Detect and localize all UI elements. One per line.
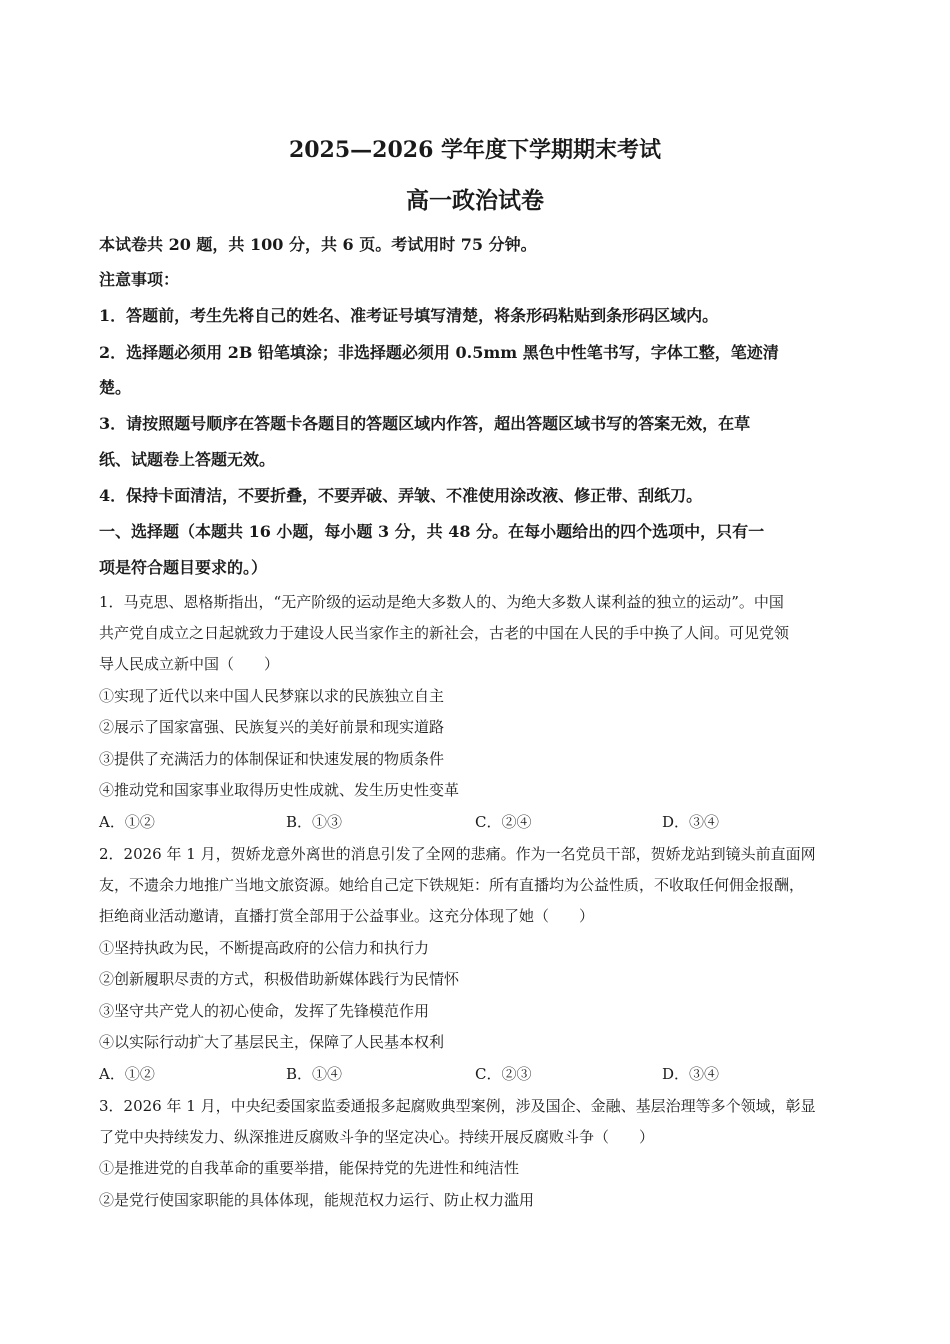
q2-statement: ②创新履职尽责的方式，积极借助新媒体践行为民情怀 (99, 970, 460, 988)
notice-item: 纸、试题卷上答题无效。 (99, 450, 276, 469)
q2-option-a[interactable]: A．①② (99, 1065, 155, 1083)
q1-option-b[interactable]: B．①③ (286, 813, 343, 831)
q2-option-d[interactable]: D．③④ (662, 1065, 720, 1083)
q1-statement: ③提供了充满活力的体制保证和快速发展的物质条件 (99, 750, 445, 768)
q2-stem: 友，不遗余力地推广当地文旅资源。她给自己定下铁规矩：所有直播均为公益性质，不收取任何佣金报酬， (99, 876, 805, 894)
q2-statement: ③坚守共产党人的初心使命，发挥了先锋模范作用 (99, 1002, 430, 1020)
q3-stem: 3．2026 年 1 月，中央纪委国家监委通报多起腐败典型案例，涉及国企、金融、基层治理等多个领域，彰显 (99, 1097, 816, 1115)
notice-item: 1．答题前，考生先将自己的姓名、准考证号填写清楚，将条形码粘贴到条形码区域内。 (99, 306, 719, 325)
q1-statement: ②展示了国家富强、民族复兴的美好前景和现实道路 (99, 718, 445, 736)
q3-statement: ①是推进党的自我革命的重要举措，能保持党的先进性和纯洁性 (99, 1159, 520, 1177)
section-heading: 项是符合题目要求的。） (99, 558, 268, 577)
notice-item: 2．选择题必须用 2B 铅笔填涂；非选择题必须用 0.5mm 黑色中性笔书写，字体工整，笔迹清 (99, 343, 779, 362)
section-heading: 一、选择题（本题共 16 小题，每小题 3 分，共 48 分。在每小题给出的四个选项中，只有一 (99, 522, 765, 541)
q2-option-b[interactable]: B．①④ (286, 1065, 343, 1083)
q2-stem: 2．2026 年 1 月，贺娇龙意外离世的消息引发了全网的悲痛。作为一名党员干部，贺娇龙站到镜头前直面网 (99, 845, 816, 863)
q2-statement: ①坚持执政为民，不断提高政府的公信力和执行力 (99, 939, 430, 957)
q1-statement: ④推动党和国家事业取得历史性成就、发生历史性变革 (99, 781, 460, 799)
notice-item: 3．请按照题号顺序在答题卡各题目的答题区域内作答，超出答题区域书写的答案无效，在草 (99, 414, 751, 433)
q1-stem: 1．马克思、恩格斯指出，“无产阶级的运动是绝大多数人的、为绝大多数人谋利益的独立的运动”。中国 (99, 593, 784, 611)
exam-subtitle: 高一政治试卷 (406, 187, 544, 214)
exam-intro: 本试卷共 20 题，共 100 分，共 6 页。考试用时 75 分钟。 (99, 235, 537, 254)
q1-options (99, 811, 859, 835)
q1-statement: ①实现了近代以来中国人民梦寐以求的民族独立自主 (99, 687, 445, 705)
exam-title: 2025—2026 学年度下学期期末考试 (288, 137, 662, 163)
notice-heading: 注意事项： (99, 270, 180, 289)
q1-stem: 共产党自成立之日起就致力于建设人民当家作主的新社会，古老的中国在人民的手中换了人间。可见党领 (99, 624, 790, 642)
q3-statement: ②是党行使国家职能的具体体现，能规范权力运行、防止权力滥用 (99, 1191, 535, 1209)
q2-statement: ④以实际行动扩大了基层民主，保障了人民基本权利 (99, 1033, 445, 1051)
q1-option-a[interactable]: A．①② (99, 813, 155, 831)
q2-stem: 拒绝商业活动邀请，直播打赏全部用于公益事业。这充分体现了她（ ） (99, 907, 595, 925)
q3-stem: 了党中央持续发力、纵深推进反腐败斗争的坚定决心。持续开展反腐败斗争（ ） (99, 1128, 655, 1146)
q1-option-d[interactable]: D．③④ (662, 813, 720, 831)
notice-item: 4．保持卡面清洁，不要折叠，不要弄破、弄皱、不准使用涂改液、修正带、刮纸刀。 (99, 486, 703, 505)
notice-item: 楚。 (99, 378, 132, 397)
q2-options (99, 1063, 859, 1087)
q1-stem: 导人民成立新中国（ ） (99, 655, 280, 673)
q2-option-c[interactable]: C．②③ (475, 1065, 532, 1083)
q1-option-c[interactable]: C．②④ (475, 813, 532, 831)
